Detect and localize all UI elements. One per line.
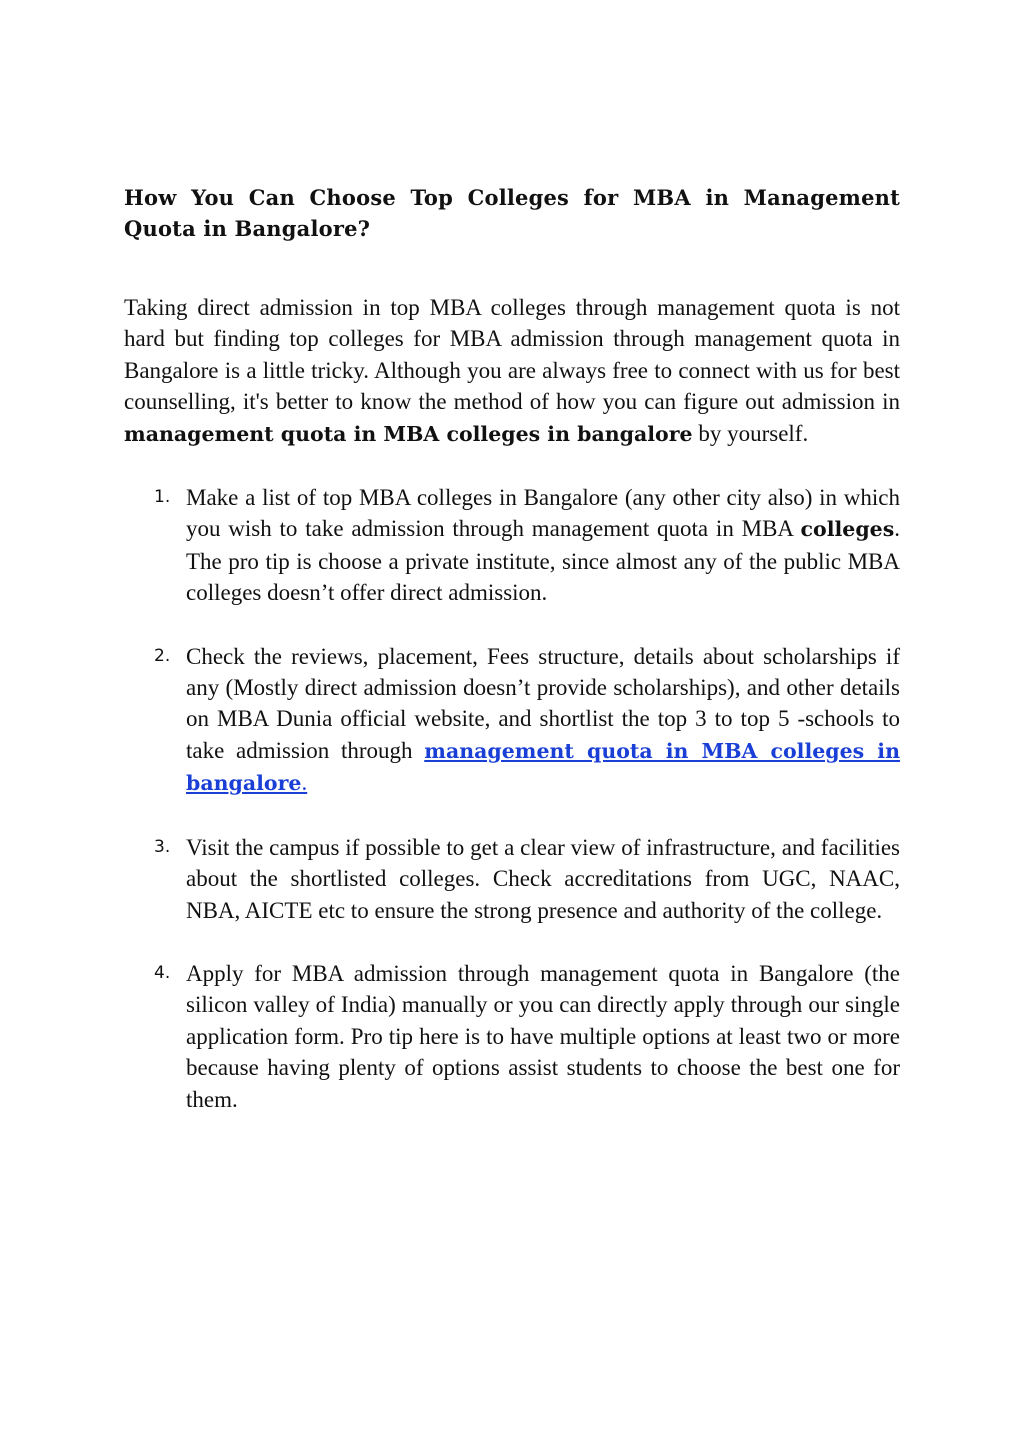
- intro-text: Taking direct admission in top MBA colleges through management quota is not hard but finding top colleges for MBA admission through management quota in Bangalore is a little tricky. Although you are always free to connect with us for best counselling, it's better to know the method of how you can figure out admission in: [124, 295, 900, 415]
- step-text: Apply for MBA admission through management quota in Bangalore (the silicon valley of India) manually or you can directly apply through our single application form. Pro tip here is to have multiple options at least two or more because having plenty of options assist students to choose the best one for them.: [186, 960, 900, 1112]
- document-body: [124, 182, 900, 1147]
- list-item: [124, 958, 900, 1115]
- list-item: [124, 641, 900, 800]
- management-quota-link[interactable]: management quota in MBA colleges in bangalore: [186, 738, 901, 796]
- intro-text-end: by yourself.: [692, 420, 809, 446]
- step-text-end: . The pro tip is choose a private institute, since almost any of the public MBA colleges doesn’t offer direct admission.: [186, 516, 900, 606]
- step-text: Make a list of top MBA colleges in Bangalore (any other city also) in which you wish to take admission through management quota in MBA: [186, 485, 900, 542]
- intro-paragraph: [124, 292, 900, 450]
- page-title: How You Can Choose Top Colleges for MBA in Management Quota in Bangalore?: [124, 185, 900, 241]
- step-text: Check the reviews, placement, Fees structure, details about scholarships if any (Mostly direct admission doesn’t provide scholarships), and other details on MBA Dunia official website, and shortlist the top 3 to top 5 -schools to take admission through: [186, 643, 900, 763]
- step-text: Visit the campus if possible to get a clear view of infrastructure, and facilities about the shortlisted colleges. Check accreditations from UGC, NAAC, NBA, AICTE etc to ensure the strong presence and authority of the college.: [186, 834, 900, 923]
- steps-list: [124, 482, 900, 1115]
- intro-bold-phrase: management quota in MBA colleges in bangalore: [124, 421, 693, 446]
- list-item: [124, 482, 900, 609]
- link-period: .: [301, 770, 308, 796]
- step-bold-word: colleges: [800, 517, 895, 542]
- list-number: 2.: [154, 645, 171, 666]
- list-number: 1.: [154, 487, 171, 508]
- list-number: 4.: [154, 962, 171, 983]
- list-number: 3.: [154, 836, 171, 857]
- list-item: [124, 832, 900, 926]
